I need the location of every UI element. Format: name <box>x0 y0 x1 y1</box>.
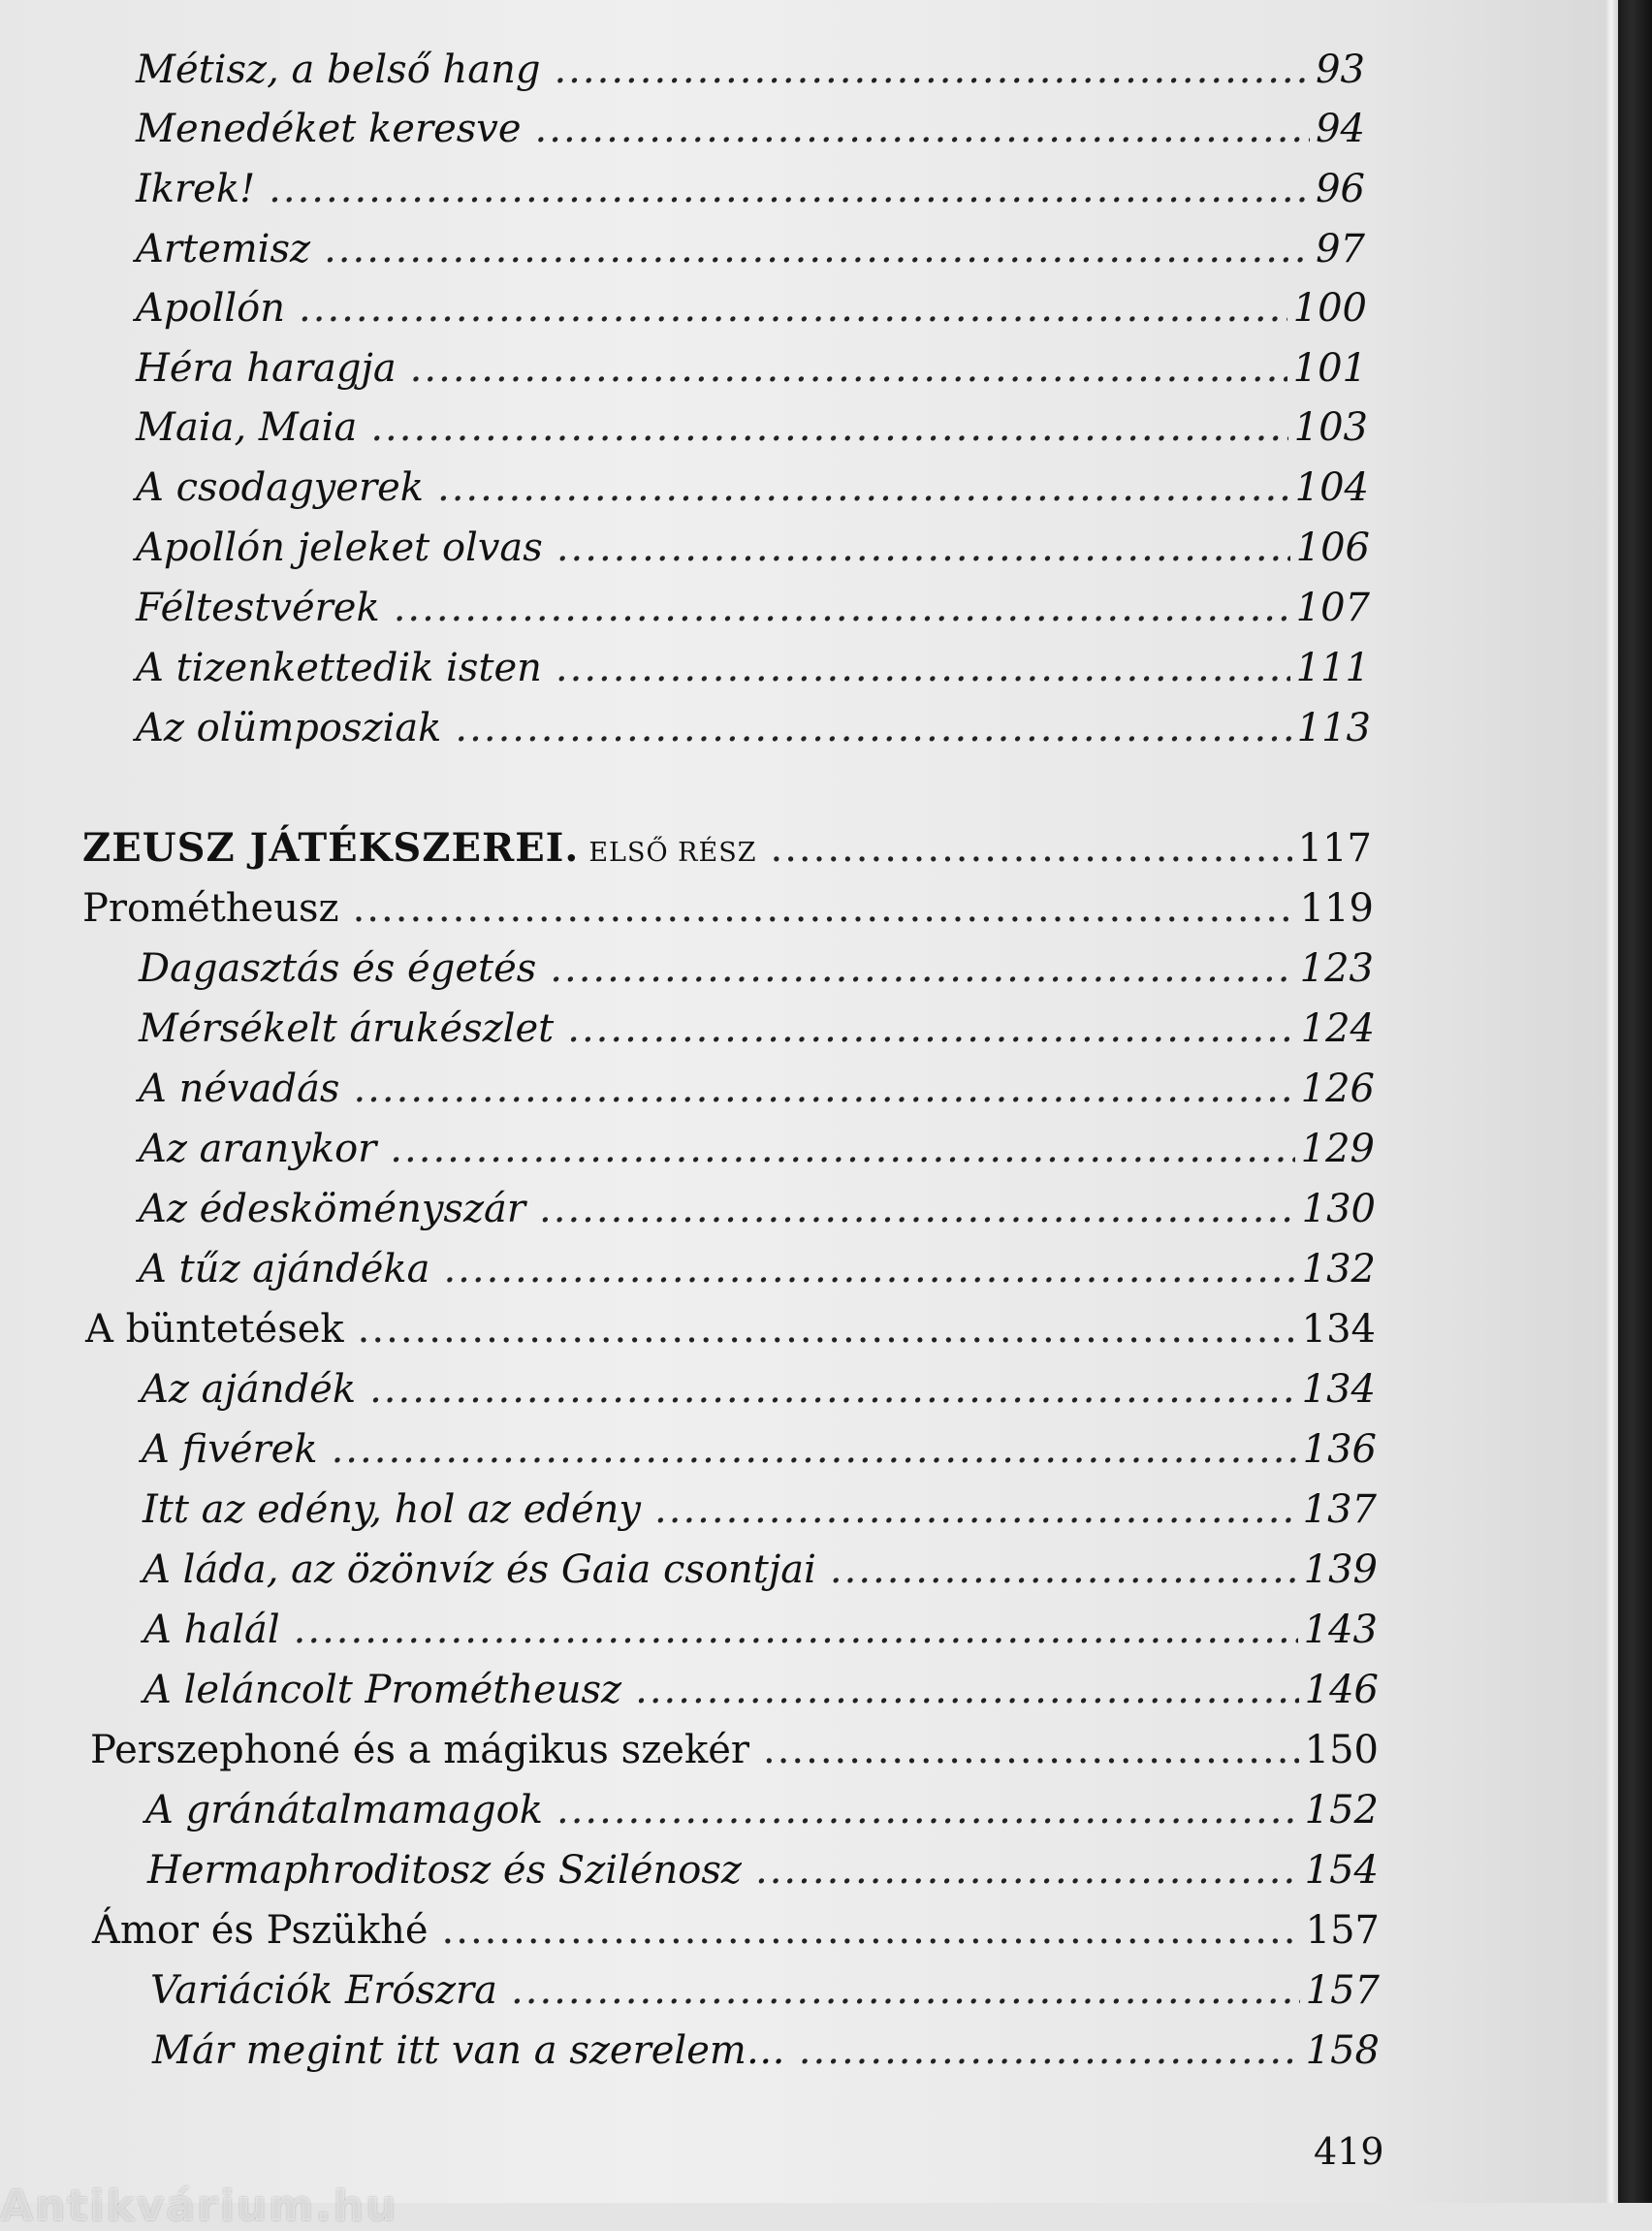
toc-entry-title: Variációk Erószra <box>150 1968 498 2013</box>
dot-leader <box>556 1791 1299 1830</box>
toc-entry-title: Héra haragja <box>136 346 397 391</box>
toc-entry <box>139 1247 1376 1291</box>
toc-entry-title: Artemisz <box>136 227 311 271</box>
dot-leader <box>353 1069 1294 1108</box>
dot-leader <box>269 170 1310 208</box>
toc-entry-title: Apollón <box>136 286 286 331</box>
toc-entry-page: 157 <box>1305 1908 1380 1953</box>
toc-section <box>90 1728 1379 1772</box>
toc-entry-page: 96 <box>1316 167 1365 211</box>
toc-entry-title: Prométheusz <box>82 886 339 931</box>
toc-entry-title: A névadás <box>139 1067 340 1111</box>
toc-entry-page: 150 <box>1304 1728 1379 1772</box>
toc-entry-title: A gránátalmamagok <box>145 1788 543 1833</box>
toc-entry <box>136 586 1370 630</box>
toc-entry-title: Maia, Maia <box>136 405 358 450</box>
toc-entry <box>136 706 1371 750</box>
toc-entry-title: A büntetések <box>85 1307 344 1352</box>
page-edge <box>1604 0 1618 2203</box>
toc-entry <box>136 167 1365 211</box>
toc-section <box>85 1307 1376 1352</box>
dot-leader <box>369 1370 1296 1409</box>
toc-entry-page: 111 <box>1295 646 1370 690</box>
toc-entry-title: Mérsékelt árukészlet <box>139 1006 555 1051</box>
book-spine <box>1618 0 1652 2203</box>
toc-entry <box>136 526 1370 570</box>
dot-leader <box>358 1310 1296 1349</box>
dot-leader <box>550 949 1293 988</box>
toc-entry-title: A fivérek <box>142 1427 318 1472</box>
toc-entry <box>143 1487 1377 1532</box>
watermark: Antikvárium.hu <box>0 2182 398 2231</box>
toc-entry-page: 97 <box>1316 227 1365 271</box>
toc-entry-page: 126 <box>1300 1067 1375 1111</box>
dot-leader <box>390 1130 1294 1168</box>
toc-entry-title: Az aranykor <box>139 1127 377 1171</box>
toc-entry-title: Az olümposziak <box>136 706 442 750</box>
toc-section <box>82 886 1374 931</box>
toc-entry-page: 94 <box>1316 107 1365 151</box>
toc-section <box>92 1908 1380 1953</box>
part-subtitle: ELSŐ RÉSZ <box>588 838 757 868</box>
toc-entry-page: 129 <box>1300 1127 1375 1171</box>
toc-entry-page: 134 <box>1301 1367 1376 1412</box>
toc-entry-title: Menedéket keresve <box>136 107 522 151</box>
toc-entry <box>143 1547 1378 1592</box>
toc-entry-title: Ikrek! <box>136 167 256 211</box>
toc-entry-page: 134 <box>1301 1307 1376 1352</box>
toc-entry <box>143 1668 1379 1712</box>
toc-entry <box>147 1848 1379 1893</box>
toc-entry <box>136 227 1365 271</box>
dot-leader <box>443 1250 1295 1289</box>
toc-entry-title: A láda, az özönvíz és Gaia csontjai <box>143 1547 816 1592</box>
toc-entry-page: 106 <box>1295 526 1370 570</box>
dot-leader <box>554 50 1310 89</box>
toc-entry-title: A leláncolt Prométheusz <box>143 1668 622 1712</box>
toc-entry-title: A tizenkettedik isten <box>136 646 542 690</box>
dot-leader <box>556 649 1290 687</box>
toc-entry <box>143 1608 1378 1652</box>
dot-leader <box>763 1731 1299 1769</box>
toc-entry <box>145 1788 1379 1833</box>
part-title: ZEUSZ JÁTÉKSZEREI. ELSŐ RÉSZ <box>82 825 757 871</box>
toc-entry <box>139 1187 1376 1231</box>
toc-entry-title: Métisz, a belső hang <box>136 48 541 92</box>
toc-entry-title: Hermaphroditosz és Szilénosz <box>147 1848 742 1893</box>
dot-leader <box>770 829 1291 868</box>
toc-entry <box>136 346 1367 391</box>
toc-entry-page: 146 <box>1304 1668 1379 1712</box>
dot-leader <box>567 1009 1294 1048</box>
dot-leader <box>324 230 1310 269</box>
toc-entry <box>142 1427 1377 1472</box>
dot-leader <box>535 110 1311 148</box>
toc-entry <box>136 405 1368 450</box>
toc-entry-page: 158 <box>1305 2028 1380 2073</box>
toc-entry-title: A halál <box>143 1608 280 1652</box>
toc-entry-page: 123 <box>1299 946 1374 991</box>
toc-entry <box>136 286 1367 331</box>
toc-entry-page: 119 <box>1299 886 1374 931</box>
dot-leader <box>332 1430 1297 1469</box>
dot-leader <box>442 1911 1300 1950</box>
toc-entry-page: 93 <box>1316 48 1365 92</box>
toc-entry <box>139 946 1374 991</box>
toc-entry-title: Az ajándék <box>141 1367 357 1412</box>
toc-entry <box>136 465 1369 510</box>
toc-entry-title: Apollón jeleket olvas <box>136 526 543 570</box>
toc-entry-page: 104 <box>1294 465 1369 510</box>
toc-entry-title: A tűz ajándéka <box>139 1247 430 1291</box>
toc-entry-page: 152 <box>1304 1788 1379 1833</box>
toc-entry-page: 101 <box>1292 346 1367 391</box>
toc-entry <box>152 2028 1380 2073</box>
toc-entry <box>150 1968 1380 2013</box>
toc-entry <box>139 1127 1375 1171</box>
dot-leader <box>830 1550 1298 1589</box>
toc-entry <box>136 48 1365 92</box>
dot-leader <box>511 1971 1300 2010</box>
dot-leader <box>437 468 1289 507</box>
dot-leader <box>410 349 1287 388</box>
page-number: 419 <box>1314 2130 1384 2173</box>
dot-leader <box>635 1671 1299 1709</box>
toc-entry-title: Dagasztás és égetés <box>139 946 537 991</box>
dot-leader <box>556 528 1290 567</box>
toc-entry-page: 124 <box>1300 1006 1375 1051</box>
dot-leader <box>455 709 1290 748</box>
dot-leader <box>799 2031 1300 2070</box>
dot-leader <box>299 289 1287 328</box>
toc-entry-title: A csodagyerek <box>136 465 424 510</box>
toc-entry-title: Perszephoné és a mágikus szekér <box>90 1728 749 1772</box>
toc-entry-page: 100 <box>1292 286 1367 331</box>
toc-entry <box>136 107 1365 151</box>
toc-entry-title: Itt az edény, hol az edény <box>143 1487 642 1532</box>
toc-entry-page: 113 <box>1296 706 1371 750</box>
toc-part-heading <box>82 825 1372 871</box>
dot-leader <box>755 1851 1299 1890</box>
dot-leader <box>294 1610 1298 1649</box>
toc-entry-page: 103 <box>1293 405 1368 450</box>
toc-entry <box>139 1006 1375 1051</box>
toc-entry-title: Ámor és Pszükhé <box>92 1908 429 1953</box>
dot-leader <box>353 889 1294 928</box>
toc-entry <box>139 1067 1375 1111</box>
toc-entry-title: Féltestvérek <box>136 586 380 630</box>
toc-entry-page: 132 <box>1301 1247 1376 1291</box>
toc-entry-page: 136 <box>1302 1427 1377 1472</box>
toc-entry-page: 137 <box>1302 1487 1377 1532</box>
dot-leader <box>654 1490 1297 1529</box>
toc-entry-page: 130 <box>1301 1187 1376 1231</box>
dot-leader <box>394 589 1290 627</box>
toc-entry-page: 143 <box>1303 1608 1378 1652</box>
toc-entry <box>136 646 1370 690</box>
toc-entry-page: 154 <box>1304 1848 1379 1893</box>
toc-entry-page: 107 <box>1295 586 1370 630</box>
dot-leader <box>370 408 1287 447</box>
toc-entry-title: Az édesköményszár <box>139 1187 526 1231</box>
toc-entry-title: Már megint itt van a szerelem… <box>152 2028 785 2073</box>
toc-entry-page: 139 <box>1303 1547 1378 1592</box>
toc-entry-page: 157 <box>1305 1968 1380 2013</box>
dot-leader <box>539 1190 1296 1228</box>
toc-entry <box>141 1367 1376 1412</box>
toc-entry-page: 117 <box>1297 826 1372 871</box>
